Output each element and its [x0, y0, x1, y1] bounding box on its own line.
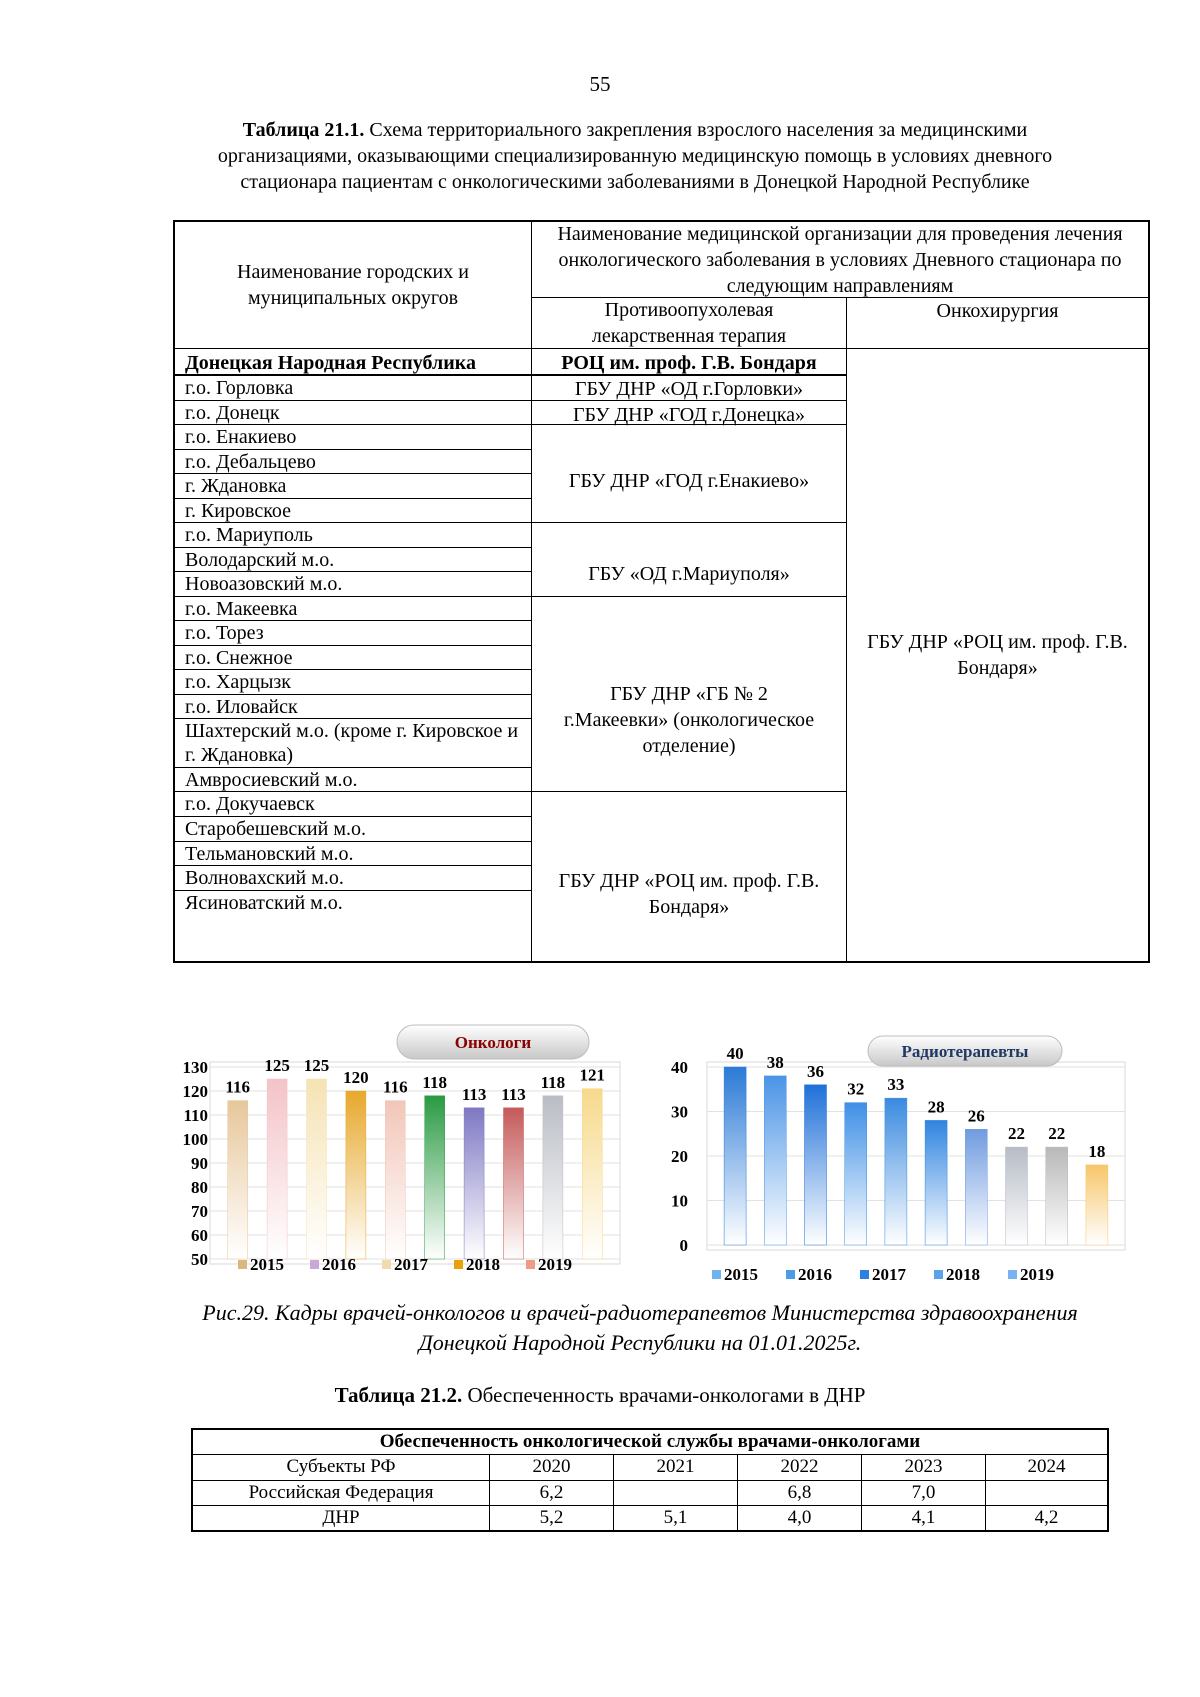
y-tick-label: 30 — [671, 1102, 688, 1122]
data-label: 40 — [726, 1044, 744, 1063]
bar — [464, 1108, 484, 1259]
district-row: г. Ждановка — [185, 475, 287, 497]
chart-title: Онкологи — [454, 1033, 532, 1052]
data-label: 36 — [807, 1061, 824, 1081]
data-label: 28 — [927, 1097, 945, 1117]
table2-cell: 4,2 — [1034, 1507, 1059, 1528]
bar — [764, 1076, 786, 1245]
district-row: Тельмановский м.о. — [185, 843, 354, 865]
table2-title — [0, 1383, 1200, 1408]
bar — [845, 1103, 867, 1245]
bar — [965, 1129, 987, 1245]
figure-caption: Рис.29. Кадры врачей-онкологов и врачей-радиотерапевтов Министерства здравоохранения Донецкой Народной Республики на 01.01.2025г. — [202, 1300, 1078, 1355]
republic-row: Донецкая Народная Республика — [185, 352, 476, 374]
legend-swatch — [712, 1270, 721, 1279]
data-label: 33 — [887, 1075, 905, 1095]
republic-org: РОЦ им. проф. Г.В. Бондаря — [561, 352, 817, 374]
bar — [543, 1096, 563, 1259]
chart-title: Радиотерапевты — [901, 1042, 1029, 1061]
legend-swatch — [454, 1260, 463, 1269]
y-tick-label: 70 — [191, 1202, 208, 1221]
y-tick-label: 40 — [671, 1058, 688, 1077]
district-row: г.о. Иловайск — [185, 696, 298, 718]
table2-col-header: 2021 — [656, 1456, 695, 1477]
bar — [1006, 1147, 1028, 1245]
bar — [1086, 1165, 1108, 1245]
therapy-org-enakievo: ГБУ ДНР «ГОД г.Енакиево» — [568, 470, 810, 492]
data-label: 22 — [1008, 1124, 1025, 1144]
bar — [582, 1089, 602, 1259]
surgery-org: ГБУ ДНР «РОЦ им. проф. Г.В. Бондаря» — [867, 631, 1128, 679]
bar — [1046, 1147, 1068, 1245]
therapy-org-makeevka: ГБУ ДНР «ГБ № 2 г.Макеевки» (онкологическое отделение) — [563, 683, 815, 757]
table1-title-text: Схема территориального закрепления взрослого населения за медицинскими организациями, оказывающими специализированную медицинскую помощь в условиях дневного стационара пациентам с онкологическими заболеваниями в Донецкой Народной Республике — [217, 119, 1053, 193]
table2-cell: 5,2 — [539, 1507, 564, 1528]
data-label: 22 — [1048, 1124, 1066, 1144]
data-label: 38 — [766, 1052, 784, 1072]
y-tick-label: 120 — [182, 1082, 208, 1101]
y-tick-label: 50 — [191, 1250, 208, 1269]
bar — [885, 1098, 907, 1245]
legend-label: 2019 — [1020, 1265, 1054, 1284]
legend-label: 2019 — [538, 1255, 572, 1274]
table2-col-header: 2023 — [904, 1456, 943, 1477]
data-label: 116 — [383, 1077, 408, 1097]
data-label: 116 — [225, 1077, 250, 1097]
district-row: г.о. Снежное — [185, 647, 293, 669]
chart-radiotherapists — [671, 1036, 1125, 1284]
chart-oncologists — [183, 1025, 621, 1274]
district-row: г. Кировское — [185, 500, 292, 522]
data-label: 113 — [461, 1084, 487, 1104]
table2-cell: ДНР — [322, 1507, 360, 1528]
district-row: Старобешевский м.о. — [185, 818, 366, 840]
legend-label: 2016 — [798, 1265, 832, 1284]
legend-swatch — [310, 1260, 319, 1269]
district-row: г.о. Торез — [185, 622, 264, 644]
header-districts: Наименование городских и муниципальных округов — [237, 261, 469, 309]
district-row: Амвросиевский м.о. — [185, 769, 358, 791]
y-tick-label: 110 — [183, 1106, 208, 1125]
legend-swatch — [934, 1270, 943, 1279]
table2-cell — [986, 1481, 1107, 1505]
legend-label: 2015 — [724, 1265, 758, 1284]
data-label: 113 — [501, 1084, 526, 1104]
data-label: 120 — [343, 1068, 369, 1087]
district-row: г.о. Харцызк — [185, 671, 292, 693]
y-tick-label: 0 — [679, 1236, 688, 1255]
therapy-org-donetsk: ГБУ ДНР «ГОД г.Донецка» — [572, 404, 806, 426]
data-label: 118 — [540, 1072, 566, 1092]
bar — [267, 1079, 287, 1259]
bar — [425, 1096, 445, 1259]
page-number: 55 — [589, 72, 611, 96]
district-row: Шахтерский м.о. (кроме г. Кировское и г. Ждановка) — [185, 720, 519, 766]
bar — [925, 1120, 947, 1245]
therapy-org-mariupol: ГБУ «ОД г.Мариуполя» — [588, 563, 790, 585]
bar — [504, 1108, 524, 1259]
table2-header: Обеспеченность онкологической службы врачами-онкологами — [379, 1431, 921, 1452]
district-row: г.о. Енакиево — [185, 426, 297, 448]
table2-cell: 5,1 — [663, 1507, 688, 1528]
legend-label: 2017 — [394, 1255, 428, 1274]
table2-col-header: 2020 — [532, 1456, 571, 1477]
legend-swatch — [1008, 1270, 1017, 1279]
table2-title-text: Обеспеченность врачами-онкологами в ДНР — [462, 1383, 866, 1407]
table2-col-header: 2022 — [780, 1456, 819, 1477]
district-row: г.о. Докучаевск — [185, 793, 315, 815]
legend-swatch — [238, 1260, 247, 1269]
y-tick-label: 60 — [191, 1226, 208, 1245]
district-row: г.о. Горловка — [185, 377, 294, 399]
header-organization: Наименование медицинской организации для проведения лечения онкологического заболевания в условиях Дневного стационара по следующим направлениям — [557, 222, 1123, 297]
table2 — [191, 1428, 1109, 1532]
y-tick-label: 100 — [182, 1130, 208, 1149]
bar — [385, 1101, 405, 1259]
table2-cell — [614, 1481, 737, 1505]
data-label: 118 — [422, 1072, 447, 1092]
legend-label: 2016 — [322, 1255, 356, 1274]
table2-cell: 7,0 — [911, 1482, 936, 1503]
therapy-org-bondar: ГБУ ДНР «РОЦ им. проф. Г.В. Бондаря» — [558, 869, 820, 918]
y-tick-label: 10 — [671, 1191, 688, 1211]
bar — [805, 1085, 827, 1245]
table2-cell: 6,2 — [539, 1482, 564, 1503]
data-label: 125 — [303, 1056, 330, 1075]
table2-cell: Российская Федерация — [248, 1482, 434, 1503]
y-tick-label: 20 — [671, 1147, 688, 1166]
legend-label: 2015 — [250, 1255, 284, 1274]
district-row: Волновахский м.о. — [185, 867, 344, 889]
data-label: 18 — [1088, 1141, 1106, 1161]
table1-title-label: Таблица 21.1. — [242, 119, 365, 141]
bar — [346, 1091, 366, 1259]
legend-swatch — [860, 1270, 869, 1279]
district-row: Володарский м.о. — [185, 549, 335, 571]
y-tick-label: 90 — [191, 1154, 208, 1173]
district-row: г.о. Дебальцево — [185, 451, 316, 473]
legend-swatch — [786, 1270, 795, 1279]
data-label: 125 — [264, 1056, 290, 1075]
data-label: 26 — [967, 1106, 985, 1126]
bar — [228, 1101, 248, 1259]
data-label: 32 — [847, 1079, 865, 1099]
legend-label: 2018 — [466, 1255, 500, 1274]
legend-swatch — [382, 1260, 391, 1269]
table2-title-label: Таблица 21.2. — [334, 1383, 463, 1407]
district-row: г.о. Донецк — [185, 402, 280, 424]
y-tick-label: 130 — [182, 1058, 208, 1077]
legend-label: 2018 — [946, 1265, 980, 1284]
legend-label: 2017 — [872, 1265, 906, 1284]
table2-cell: 6,8 — [787, 1482, 812, 1503]
subheader-surgery: Онкохирургия — [936, 300, 1059, 322]
district-row: Ясиноватский м.о. — [185, 892, 343, 914]
table2-cell: 4,1 — [911, 1507, 936, 1528]
legend-swatch — [526, 1260, 535, 1269]
therapy-org-gorlovka: ГБУ ДНР «ОД г.Горловки» — [574, 377, 804, 400]
district-row: г.о. Мариуполь — [185, 524, 313, 546]
table2-cell: 4,0 — [787, 1507, 812, 1528]
table2-col-header: 2024 — [1027, 1456, 1066, 1477]
bar — [724, 1067, 746, 1245]
bar — [307, 1079, 327, 1259]
district-row: г.о. Макеевка — [185, 598, 298, 620]
district-row: Новоазовский м.о. — [185, 573, 343, 595]
data-label: 121 — [579, 1065, 606, 1085]
subheader-therapy: Противоопухолевая лекарственная терапия — [591, 299, 787, 347]
table2-col-header: Субъекты РФ — [286, 1456, 396, 1477]
y-tick-label: 80 — [191, 1178, 208, 1197]
